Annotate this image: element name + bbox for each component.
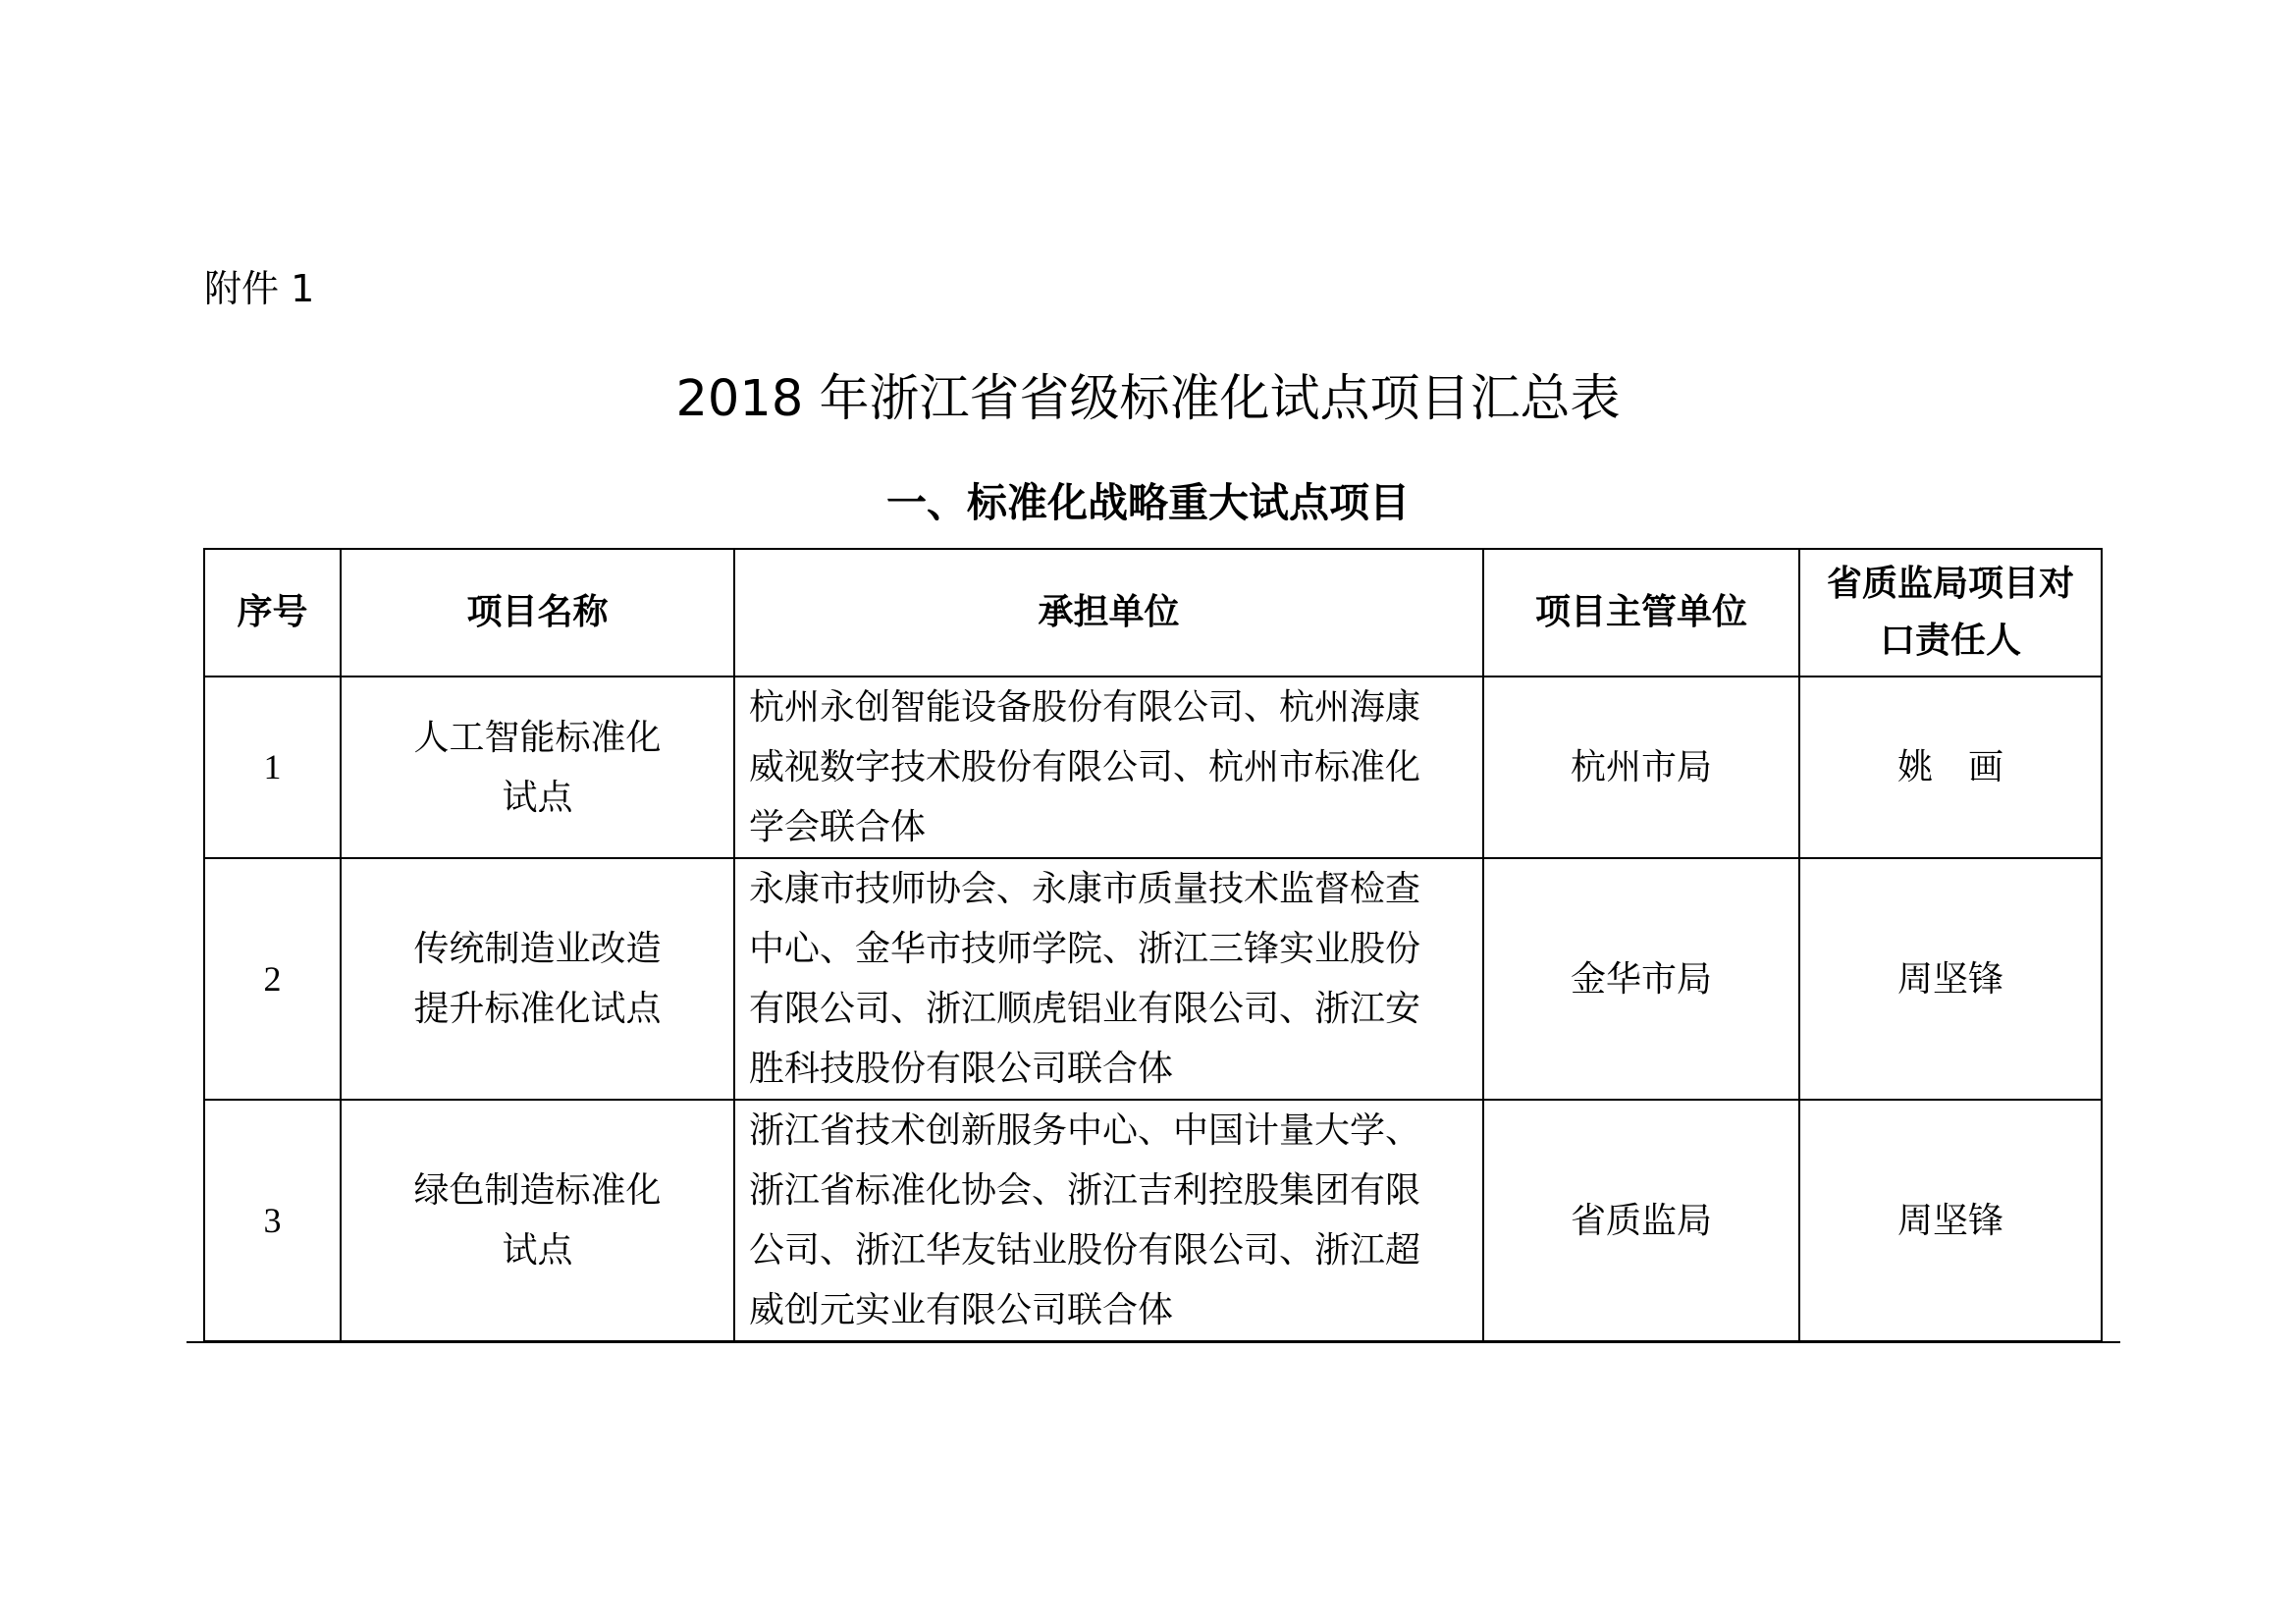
units-line: 浙江省技术创新服务中心、中国计量大学、 [749, 1110, 1421, 1151]
row-responsible-person: 周坚锋 [1799, 1100, 2102, 1341]
row-responsible-person: 周坚锋 [1799, 858, 2102, 1100]
row-supervising-authority: 杭州市局 [1483, 677, 1799, 858]
units-line: 永康市技师协会、永康市质量技术监督检查 [749, 869, 1421, 909]
row-undertaking-units [734, 858, 1483, 1100]
units-line: 杭州永创智能设备股份有限公司、杭州海康 [749, 687, 1421, 728]
row-project-name [341, 1100, 734, 1341]
units-line: 威创元实业有限公司联合体 [749, 1290, 1174, 1330]
row-index: 3 [204, 1100, 341, 1341]
project-name-line: 传统制造业改造 [413, 929, 662, 969]
row-undertaking-units [734, 1100, 1483, 1341]
header-index: 序号 [204, 549, 341, 677]
row-responsible-person: 姚 画 [1799, 677, 2102, 858]
units-line: 中心、金华市技师学院、浙江三锋实业股份 [749, 929, 1421, 969]
units-line: 浙江省标准化协会、浙江吉利控股集团有限 [749, 1170, 1421, 1211]
row-supervising-authority: 省质监局 [1483, 1100, 1799, 1341]
bottom-rule-divider [187, 1341, 2120, 1343]
section-title: 一、标准化战略重大试点项目 [886, 479, 1410, 526]
table-row [204, 677, 2102, 858]
header-supervising-authority: 项目主管单位 [1483, 549, 1799, 677]
summary-table-container [203, 548, 2101, 1342]
row-undertaking-units [734, 677, 1483, 858]
units-line: 学会联合体 [749, 807, 927, 847]
header-undertaking-units: 承担单位 [734, 549, 1483, 677]
row-index: 1 [204, 677, 341, 858]
project-name-line: 人工智能标准化 [413, 717, 662, 758]
pilot-projects-table [203, 548, 2103, 1342]
units-line: 胜科技股份有限公司联合体 [749, 1049, 1174, 1089]
row-project-name [341, 677, 734, 858]
header-responsible-person-line-2: 口责任人 [1879, 621, 2021, 661]
row-supervising-authority: 金华市局 [1483, 858, 1799, 1100]
table-row [204, 858, 2102, 1100]
project-name-line: 提升标准化试点 [413, 989, 662, 1029]
row-project-name [341, 858, 734, 1100]
table-header [204, 549, 2102, 677]
header-responsible-person-line-1: 省质监局项目对 [1826, 564, 2074, 604]
table-body [204, 677, 2102, 1341]
header-row [204, 549, 2102, 677]
table-row [204, 1100, 2102, 1341]
header-project-name: 项目名称 [341, 549, 734, 677]
document-title: 2018 年浙江省省级标准化试点项目汇总表 [675, 370, 1621, 428]
units-line: 威视数字技术股份有限公司、杭州市标准化 [749, 747, 1421, 787]
attachment-label: 附件 1 [204, 267, 315, 310]
units-line: 有限公司、浙江顺虎铝业有限公司、浙江安 [749, 989, 1421, 1029]
project-name-line: 试点 [502, 1230, 573, 1271]
project-name-line: 试点 [502, 777, 573, 818]
header-responsible-person [1799, 549, 2102, 677]
units-line: 公司、浙江华友钴业股份有限公司、浙江超 [749, 1230, 1421, 1271]
project-name-line: 绿色制造标准化 [413, 1170, 662, 1211]
row-index: 2 [204, 858, 341, 1100]
